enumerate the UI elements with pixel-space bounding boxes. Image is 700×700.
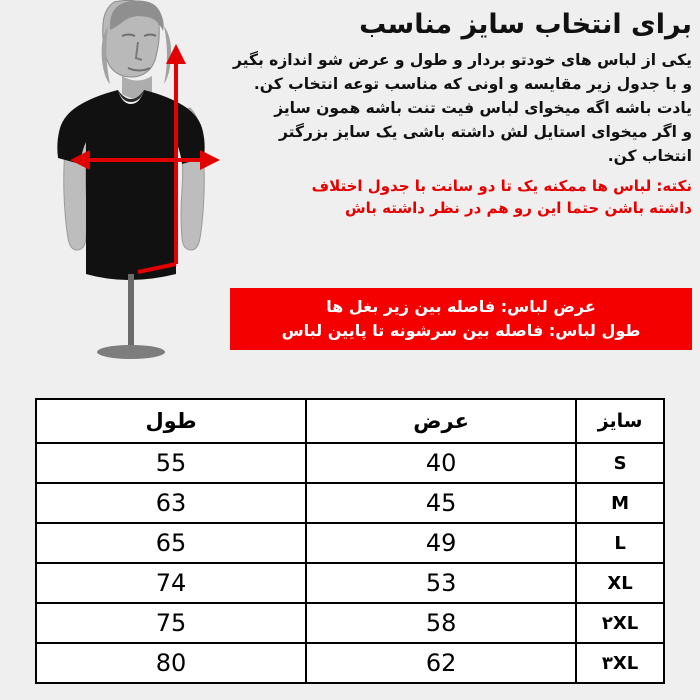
cell-size: ۳XL [576,643,664,683]
length-definition: طول لباس: فاصله بین سرشونه تا پایین لباس [281,321,641,340]
table-row [36,563,664,603]
table-row [36,603,664,643]
cell-length: 65 [36,523,306,563]
note-line-1: نکته: لباس ها ممکنه یک تا دو سانت با جدول اختلاف [311,176,692,195]
table-row [36,443,664,483]
intro-line-5: انتخاب کن. [607,146,692,165]
cell-length: 74 [36,563,306,603]
page-title: برای انتخاب سایز مناسب [359,9,692,40]
cell-width: 58 [306,603,576,643]
cell-width: 62 [306,643,576,683]
table-row [36,523,664,563]
header-length: طول [36,399,306,443]
header-size: سایز [576,399,664,443]
header-width: عرض [306,399,576,443]
measurement-definitions-band [230,288,692,350]
intro-paragraph [232,48,692,168]
intro-line-3: یادت باشه اگه میخوای لباس فیت تنت باشه همون سایز [274,98,692,117]
size-table [35,398,665,684]
cell-length: 75 [36,603,306,643]
intro-line-4: و اگر میخوای استایل لش داشته باشی یک سایز بزرگتر [279,122,692,141]
cell-size: XL [576,563,664,603]
cell-width: 40 [306,443,576,483]
table-row [36,643,664,683]
cell-length: 63 [36,483,306,523]
intro-line-2: و با جدول زیر مقایسه و اونی که مناسب توعه انتخاب کن. [253,74,692,93]
tshirt-illustration [18,0,243,378]
cell-length: 55 [36,443,306,483]
cell-width: 45 [306,483,576,523]
cell-size: ۲XL [576,603,664,643]
table-row [36,483,664,523]
size-table-wrapper [35,398,665,684]
cell-size: M [576,483,664,523]
intro-text-block [232,8,692,220]
note-text [232,175,692,220]
cell-width: 49 [306,523,576,563]
note-line-2: داشته باشن حتما این رو هم در نظر داشته باش [344,199,692,218]
intro-line-1: یکی از لباس های خودتو بردار و طول و عرض شو اندازه بگیر [232,50,692,69]
cell-width: 53 [306,563,576,603]
table-header-row [36,399,664,443]
mannequin-stand [97,274,165,359]
mannequin-head [102,0,172,99]
cell-size: L [576,523,664,563]
cell-size: S [576,443,664,483]
width-definition: عرض لباس: فاصله بین زیر بغل ها [326,297,596,317]
cell-length: 80 [36,643,306,683]
